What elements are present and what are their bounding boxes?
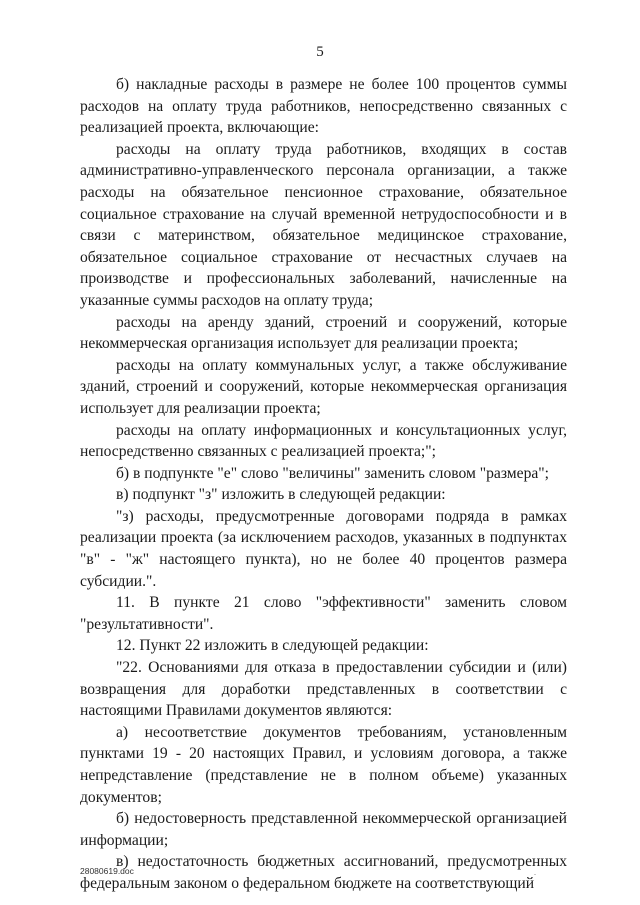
paragraph: б) накладные расходы в размере не более 100 процентов суммы расходов на оплату труда работников, непосредственно связанных с реализацией проекта, включающие: [80,76,567,137]
paragraph: 12. Пункт 22 изложить в следующей редакции: [116,637,429,655]
paragraph: расходы на оплату коммунальных услуг, а также обслуживание зданий, строений и сооружений, которые некоммерческая организация использует для реализации проекта; [80,356,567,417]
paragraph: "з) расходы, предусмотренные договорами подряда в рамках реализации проекта (за исключением расходов, указанных в подпунктах "в" - "ж" настоящего пункта), но не более 40 процентов размера субсидии.". [80,507,567,590]
paragraph: "22. Основаниями для отказа в предоставлении субсидии и (или) возвращения для доработки представленных в соответствии с настоящими Правилами документов являются: [80,659,567,720]
page-number: 5 [316,44,324,60]
footer-mark: . [534,868,536,877]
paragraph: расходы на оплату труда работников, входящих в состав административно-управленческого персонала организации, а также расходы на обязательное пенсионное страхование, обязательное социальное страхование на случай временной нетрудоспособности и в связи с материнством, обязательное медицинское страхование, обязательное социальное страхование от несчастных случаев на производстве и профессиональных заболеваний, начисленные на указанные суммы расходов на оплату труда; [80,140,567,309]
paragraph: расходы на оплату информационных и консультационных услуг, непосредственно связанных с реализацией проекта;"; [80,421,567,461]
paragraph: б) в подпункте "е" слово "величины" заменить словом "размера"; [116,464,550,482]
paragraph: расходы на аренду зданий, строений и сооружений, которые некоммерческая организация использует для реализации проекта; [80,313,567,353]
paragraph: а) несоответствие документов требованиям, установленным пунктами 19 - 20 настоящих Правил, и условиям договора, а также непредставление (представление не в полном объеме) указанных документов; [80,723,567,806]
paragraph: в) подпункт "з" изложить в следующей редакции: [116,486,446,504]
document-body [80,74,567,895]
document-filename: 28080619.doc [80,866,134,876]
paragraph: б) недостоверность представленной некоммерческой организацией информации; [80,810,567,849]
paragraph: в) недостаточность бюджетных ассигнований, предусмотренных федеральным законом о федеральном бюджете на соответствующий [80,853,567,892]
paragraph: 11. В пункте 21 слово "эффективности" заменить словом "результативности". [80,594,567,633]
